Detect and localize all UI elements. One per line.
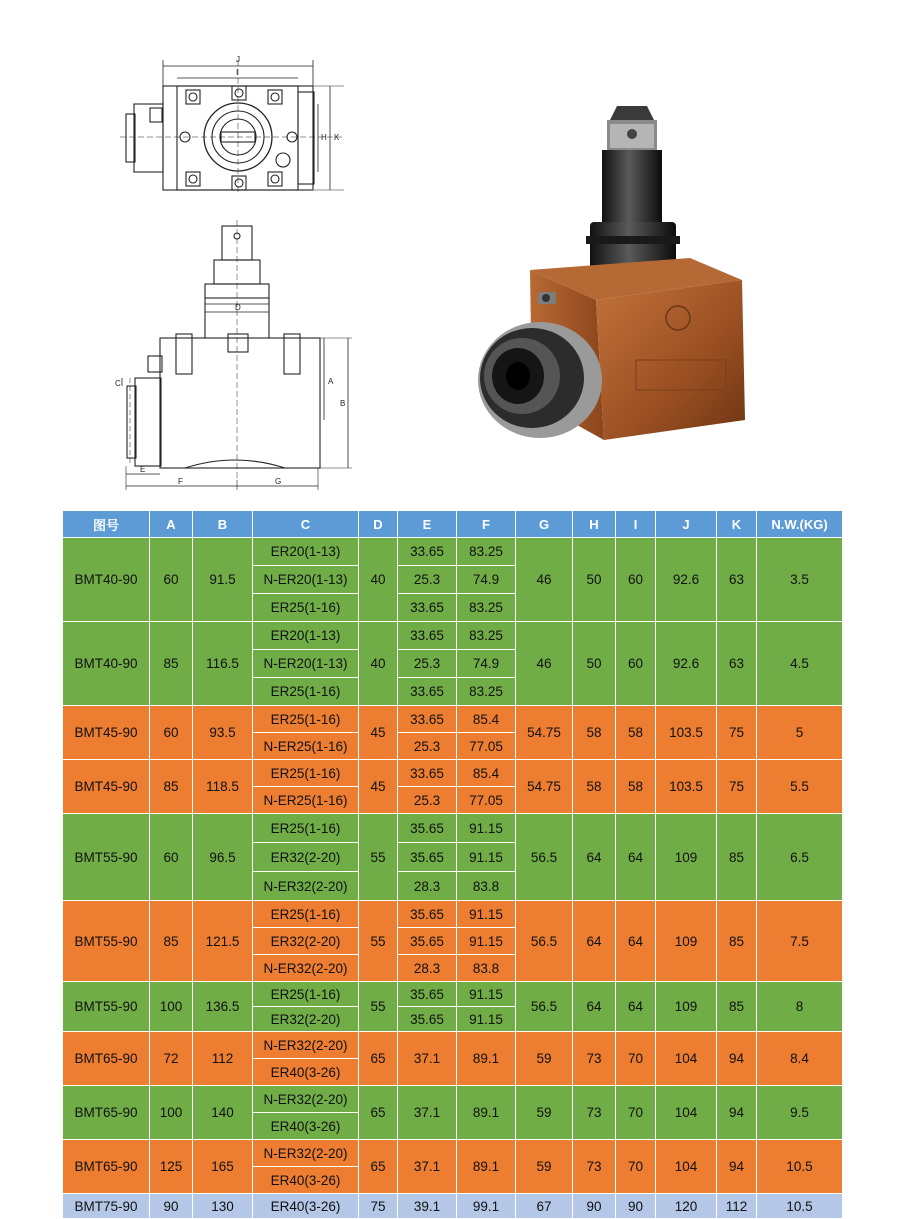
cell-C: N-ER32(2-20) [253, 1032, 359, 1059]
label-F: F [178, 477, 183, 486]
cell-E: 35.65 [398, 814, 457, 843]
cell-C: N-ER32(2-20) [253, 955, 359, 982]
label-J: J [236, 55, 240, 64]
cell-D: 40 [359, 622, 398, 706]
label-I: I [236, 68, 239, 77]
header-B: B [193, 511, 253, 538]
top-view-drawing [120, 60, 345, 195]
table-row [63, 901, 843, 928]
cell-J: 104 [656, 1086, 717, 1140]
cell-E: 33.65 [398, 760, 457, 787]
cell-F: 91.15 [457, 1007, 516, 1032]
table-row [63, 538, 843, 566]
cell-I: 58 [616, 760, 656, 814]
cell-C: ER25(1-16) [253, 814, 359, 843]
table-row [63, 982, 843, 1007]
cell-H: 64 [573, 982, 616, 1032]
table-row [63, 1086, 843, 1113]
cell-E: 33.65 [398, 594, 457, 622]
cell-C: ER25(1-16) [253, 594, 359, 622]
cell-A: 60 [150, 814, 193, 901]
cell-C: ER25(1-16) [253, 901, 359, 928]
header-E: E [398, 511, 457, 538]
cell-A: 85 [150, 622, 193, 706]
cell-K: 94 [717, 1032, 757, 1086]
cell-D: 55 [359, 814, 398, 901]
cell-G: 59 [516, 1086, 573, 1140]
cell-I: 90 [616, 1194, 656, 1219]
cell-model: BMT55-90 [63, 814, 150, 901]
cell-F: 91.15 [457, 843, 516, 872]
cell-E: 35.65 [398, 843, 457, 872]
cell-F: 89.1 [457, 1032, 516, 1086]
cell-B: 91.5 [193, 538, 253, 622]
label-C: C [115, 379, 121, 388]
cell-K: 63 [717, 622, 757, 706]
cell-F: 74.9 [457, 650, 516, 678]
table-row [63, 1032, 843, 1059]
cell-F: 83.8 [457, 955, 516, 982]
cell-B: 96.5 [193, 814, 253, 901]
cell-D: 65 [359, 1086, 398, 1140]
cell-model: BMT65-90 [63, 1140, 150, 1194]
cell-NW: 9.5 [757, 1086, 843, 1140]
cell-F: 91.15 [457, 982, 516, 1007]
header-model: 图号 [63, 511, 150, 538]
cell-A: 60 [150, 538, 193, 622]
cell-NW: 8 [757, 982, 843, 1032]
cell-J: 109 [656, 901, 717, 982]
cell-F: 85.4 [457, 760, 516, 787]
cell-E: 33.65 [398, 678, 457, 706]
technical-drawings [0, 0, 900, 505]
cell-C: ER25(1-16) [253, 760, 359, 787]
cell-C: ER25(1-16) [253, 982, 359, 1007]
cell-model: BMT65-90 [63, 1032, 150, 1086]
table-row [63, 760, 843, 787]
cell-model: BMT55-90 [63, 901, 150, 982]
header-F: F [457, 511, 516, 538]
cell-A: 72 [150, 1032, 193, 1086]
cell-A: 60 [150, 706, 193, 760]
cell-F: 89.1 [457, 1140, 516, 1194]
cell-G: 54.75 [516, 760, 573, 814]
cell-C: ER32(2-20) [253, 1007, 359, 1032]
cell-C: N-ER25(1-16) [253, 787, 359, 814]
cell-I: 70 [616, 1032, 656, 1086]
cell-B: 118.5 [193, 760, 253, 814]
label-B: B [340, 399, 346, 408]
cell-F: 91.15 [457, 928, 516, 955]
spec-table [62, 510, 843, 1219]
cell-J: 103.5 [656, 706, 717, 760]
cell-G: 46 [516, 622, 573, 706]
cell-G: 56.5 [516, 901, 573, 982]
cell-C: ER25(1-16) [253, 678, 359, 706]
cell-model: BMT45-90 [63, 760, 150, 814]
header-C: C [253, 511, 359, 538]
cell-B: 116.5 [193, 622, 253, 706]
cell-model: BMT40-90 [63, 622, 150, 706]
cell-E: 35.65 [398, 1007, 457, 1032]
table-header-row [63, 511, 843, 538]
cell-C: ER32(2-20) [253, 843, 359, 872]
cell-A: 100 [150, 982, 193, 1032]
cell-F: 85.4 [457, 706, 516, 733]
cell-F: 77.05 [457, 733, 516, 760]
cell-F: 99.1 [457, 1194, 516, 1219]
cell-K: 85 [717, 814, 757, 901]
cell-D: 65 [359, 1140, 398, 1194]
header-K: K [717, 511, 757, 538]
cell-C: ER20(1-13) [253, 538, 359, 566]
header-A: A [150, 511, 193, 538]
cell-E: 33.65 [398, 706, 457, 733]
cell-D: 55 [359, 901, 398, 982]
cell-H: 58 [573, 760, 616, 814]
label-H: H [321, 133, 327, 142]
table-row [63, 1140, 843, 1167]
label-G: G [275, 477, 282, 486]
header-H: H [573, 511, 616, 538]
cell-F: 77.05 [457, 787, 516, 814]
cell-model: BMT75-90 [63, 1194, 150, 1219]
cell-E: 33.65 [398, 538, 457, 566]
cell-E: 37.1 [398, 1140, 457, 1194]
cell-E: 35.65 [398, 982, 457, 1007]
spec-table-body [63, 538, 843, 1219]
cell-F: 83.25 [457, 594, 516, 622]
cell-H: 50 [573, 538, 616, 622]
cell-F: 91.15 [457, 901, 516, 928]
table-row [63, 1194, 843, 1219]
label-E: E [140, 465, 146, 474]
cell-K: 112 [717, 1194, 757, 1219]
cell-F: 83.25 [457, 538, 516, 566]
cell-NW: 4.5 [757, 622, 843, 706]
cell-D: 40 [359, 538, 398, 622]
cell-model: BMT40-90 [63, 538, 150, 622]
cell-K: 75 [717, 760, 757, 814]
cell-model: BMT45-90 [63, 706, 150, 760]
cell-NW: 3.5 [757, 538, 843, 622]
cell-F: 83.25 [457, 678, 516, 706]
cell-E: 37.1 [398, 1086, 457, 1140]
cell-model: BMT65-90 [63, 1086, 150, 1140]
cell-J: 92.6 [656, 538, 717, 622]
cell-NW: 5.5 [757, 760, 843, 814]
cell-E: 25.3 [398, 733, 457, 760]
cell-K: 94 [717, 1140, 757, 1194]
cell-C: ER25(1-16) [253, 706, 359, 733]
cell-NW: 8.4 [757, 1032, 843, 1086]
cell-K: 75 [717, 706, 757, 760]
table-row [63, 706, 843, 733]
cell-J: 104 [656, 1032, 717, 1086]
cell-G: 59 [516, 1140, 573, 1194]
cell-J: 103.5 [656, 760, 717, 814]
cell-K: 85 [717, 982, 757, 1032]
cell-A: 90 [150, 1194, 193, 1219]
cell-G: 59 [516, 1032, 573, 1086]
cell-H: 73 [573, 1086, 616, 1140]
cell-E: 25.3 [398, 787, 457, 814]
cell-G: 67 [516, 1194, 573, 1219]
cell-NW: 10.5 [757, 1140, 843, 1194]
cell-D: 45 [359, 706, 398, 760]
cell-C: ER40(3-26) [253, 1194, 359, 1219]
cell-C: ER40(3-26) [253, 1167, 359, 1194]
header-J: J [656, 511, 717, 538]
cell-E: 28.3 [398, 955, 457, 982]
label-K: K [334, 133, 340, 142]
cell-NW: 6.5 [757, 814, 843, 901]
cell-I: 70 [616, 1086, 656, 1140]
label-A: A [328, 377, 334, 386]
cell-H: 73 [573, 1032, 616, 1086]
cell-B: 136.5 [193, 982, 253, 1032]
cell-G: 46 [516, 538, 573, 622]
cell-J: 109 [656, 982, 717, 1032]
table-row [63, 622, 843, 650]
cell-NW: 7.5 [757, 901, 843, 982]
cell-I: 64 [616, 982, 656, 1032]
cell-F: 89.1 [457, 1086, 516, 1140]
header-weight: N.W.(KG) [757, 511, 843, 538]
cell-C: ER40(3-26) [253, 1059, 359, 1086]
side-view-drawing [122, 220, 352, 490]
cell-I: 64 [616, 901, 656, 982]
cell-G: 56.5 [516, 982, 573, 1032]
cell-C: ER40(3-26) [253, 1113, 359, 1140]
cell-E: 25.3 [398, 566, 457, 594]
cell-B: 121.5 [193, 901, 253, 982]
cell-F: 83.8 [457, 872, 516, 901]
header-D: D [359, 511, 398, 538]
cell-K: 63 [717, 538, 757, 622]
cell-B: 112 [193, 1032, 253, 1086]
cell-D: 75 [359, 1194, 398, 1219]
cell-A: 85 [150, 760, 193, 814]
cell-I: 64 [616, 814, 656, 901]
cell-C: N-ER20(1-13) [253, 650, 359, 678]
cell-C: N-ER32(2-20) [253, 872, 359, 901]
cell-B: 93.5 [193, 706, 253, 760]
cell-B: 165 [193, 1140, 253, 1194]
cell-D: 65 [359, 1032, 398, 1086]
cell-C: N-ER25(1-16) [253, 733, 359, 760]
cell-F: 91.15 [457, 814, 516, 843]
cell-F: 83.25 [457, 622, 516, 650]
cell-E: 28.3 [398, 872, 457, 901]
cell-H: 90 [573, 1194, 616, 1219]
cell-model: BMT55-90 [63, 982, 150, 1032]
cell-D: 55 [359, 982, 398, 1032]
cell-J: 109 [656, 814, 717, 901]
cell-H: 50 [573, 622, 616, 706]
header-G: G [516, 511, 573, 538]
cell-J: 92.6 [656, 622, 717, 706]
cell-C: N-ER32(2-20) [253, 1140, 359, 1167]
cell-NW: 5 [757, 706, 843, 760]
cell-F: 74.9 [457, 566, 516, 594]
cell-A: 125 [150, 1140, 193, 1194]
cell-B: 140 [193, 1086, 253, 1140]
cell-K: 85 [717, 901, 757, 982]
table-row [63, 814, 843, 843]
cell-I: 60 [616, 538, 656, 622]
cell-E: 35.65 [398, 928, 457, 955]
cell-NW: 10.5 [757, 1194, 843, 1219]
label-D: D [235, 303, 241, 312]
cell-I: 58 [616, 706, 656, 760]
cell-C: ER20(1-13) [253, 622, 359, 650]
cell-C: N-ER20(1-13) [253, 566, 359, 594]
cell-H: 58 [573, 706, 616, 760]
cell-D: 45 [359, 760, 398, 814]
cell-C: ER32(2-20) [253, 928, 359, 955]
cell-J: 104 [656, 1140, 717, 1194]
cell-E: 39.1 [398, 1194, 457, 1219]
cell-B: 130 [193, 1194, 253, 1219]
cell-G: 56.5 [516, 814, 573, 901]
header-I: I [616, 511, 656, 538]
cell-A: 100 [150, 1086, 193, 1140]
cell-K: 94 [717, 1086, 757, 1140]
cell-H: 64 [573, 901, 616, 982]
cell-E: 25.3 [398, 650, 457, 678]
cell-E: 33.65 [398, 622, 457, 650]
cell-J: 120 [656, 1194, 717, 1219]
cell-I: 60 [616, 622, 656, 706]
cell-H: 73 [573, 1140, 616, 1194]
cell-C: N-ER32(2-20) [253, 1086, 359, 1113]
cell-A: 85 [150, 901, 193, 982]
cell-E: 35.65 [398, 901, 457, 928]
product-photo [478, 106, 745, 440]
cell-H: 64 [573, 814, 616, 901]
cell-E: 37.1 [398, 1032, 457, 1086]
cell-G: 54.75 [516, 706, 573, 760]
cell-I: 70 [616, 1140, 656, 1194]
